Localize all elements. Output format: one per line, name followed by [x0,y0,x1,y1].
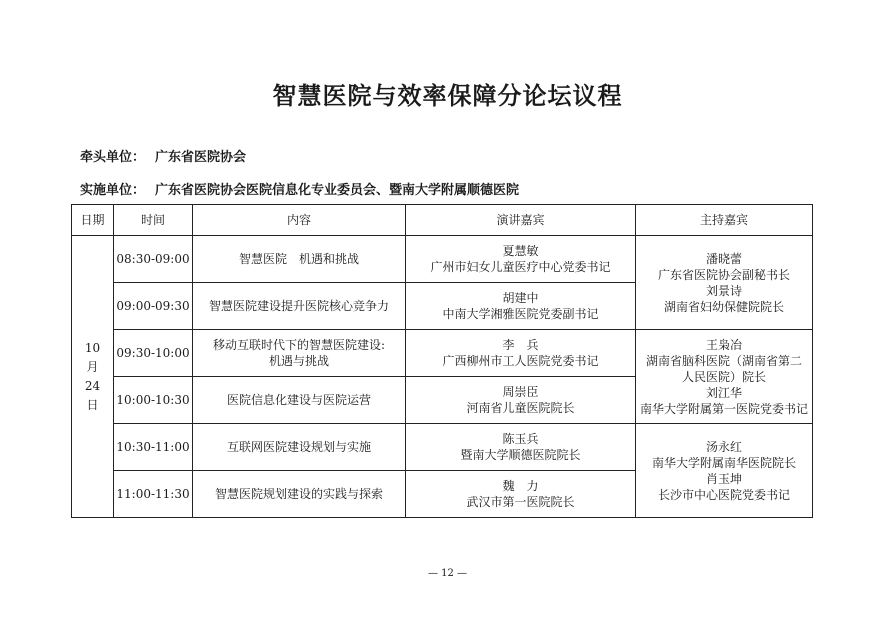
time-cell: 08:30-09:00 [114,236,193,283]
content-line: 互联网医院建设规划与实施 [226,440,371,454]
speaker-cell [406,330,636,377]
content-cell [193,471,406,518]
speaker-title: 暨南大学顺德医院院长 [460,448,581,462]
host-line: 汤永红 [705,439,742,454]
date-line: 24 [84,378,101,393]
content-line: 智慧医院建设提升医院核心竞争力 [208,299,389,313]
header-time: 时间 [114,205,193,236]
time-cell: 09:30-10:00 [114,330,193,377]
speaker-title: 河南省儿童医院院长 [466,401,575,415]
host-line: 南华大学附属第一医院党委书记 [639,401,808,416]
implementing-unit-line [80,179,519,198]
time-cell: 10:00-10:30 [114,377,193,424]
host-line: 潘晓蕾 [705,251,742,266]
speaker-name: 胡建中 [502,291,539,305]
content-line: 医院信息化建设与医院运营 [226,393,371,407]
host-line: 长沙市中心医院党委书记 [657,487,790,502]
lead-unit-value: 广东省医院协会 [155,150,247,165]
host-cell [636,424,813,518]
host-line: 刘景诗 [705,283,742,298]
host-line: 南华大学附属南华医院院长 [651,455,796,470]
host-cell [636,236,813,330]
speaker-title: 广西柳州市工人医院党委书记 [442,354,599,368]
content-cell [193,424,406,471]
speaker-title: 武汉市第一医院院长 [466,495,575,509]
host-line: 王枭冶 [705,337,742,352]
speaker-name: 魏 力 [502,479,539,493]
host-line: 刘江华 [705,385,742,400]
time-cell: 10:30-11:00 [114,424,193,471]
lead-unit-label: 牵头单位： [80,150,146,165]
speaker-cell [406,377,636,424]
content-cell [193,236,406,283]
speaker-name: 李 兵 [502,338,539,352]
header-content: 内容 [193,205,406,236]
speaker-name: 周崇臣 [502,385,539,399]
header-date: 日期 [72,205,114,236]
speaker-cell [406,236,636,283]
speaker-cell [406,283,636,330]
host-line: 肖玉坤 [705,471,742,486]
date-cell [72,236,114,518]
date-line: 10 [84,340,101,355]
content-line: 移动互联时代下的智慧医院建设: [212,338,386,352]
host-line: 湖南省脑科医院（湖南省第二 [645,353,802,368]
speaker-name: 陈玉兵 [502,432,539,446]
content-line: 智慧医院规划建设的实践与探索 [214,487,383,501]
date-line: 日 [86,397,99,412]
table-row [72,236,813,283]
speaker-cell [406,471,636,518]
host-line: 广东省医院协会副秘书长 [657,267,790,282]
table-row [72,330,813,377]
speaker-title: 中南大学湘雅医院党委副书记 [442,307,599,321]
table-row [72,424,813,471]
time-cell: 11:00-11:30 [114,471,193,518]
content-cell [193,377,406,424]
header-host: 主持嘉宾 [636,205,813,236]
page-number: — 12 — [427,568,468,579]
content-line: 机遇与挑战 [268,354,329,368]
host-line: 人民医院）院长 [681,369,766,384]
page-title: 智慧医院与效率保障分论坛议程 [272,82,623,110]
time-cell: 09:00-09:30 [114,283,193,330]
speaker-name: 夏慧敏 [502,244,539,258]
host-line: 湖南省妇幼保健院院长 [663,299,784,314]
speaker-cell [406,424,636,471]
date-line: 月 [86,359,99,374]
implementing-unit-value: 广东省医院协会医院信息化专业委员会、暨南大学附属顺德医院 [155,183,520,198]
header-speaker: 演讲嘉宾 [406,205,636,236]
content-line: 智慧医院 机遇和挑战 [238,252,359,266]
agenda-table [71,204,813,518]
speaker-title: 广州市妇女儿童医疗中心党委书记 [430,260,611,274]
implementing-unit-label: 实施单位： [80,183,146,198]
content-cell [193,283,406,330]
table-header-row [72,205,813,236]
content-cell [193,330,406,377]
lead-unit-line [80,146,246,165]
host-cell [636,330,813,424]
